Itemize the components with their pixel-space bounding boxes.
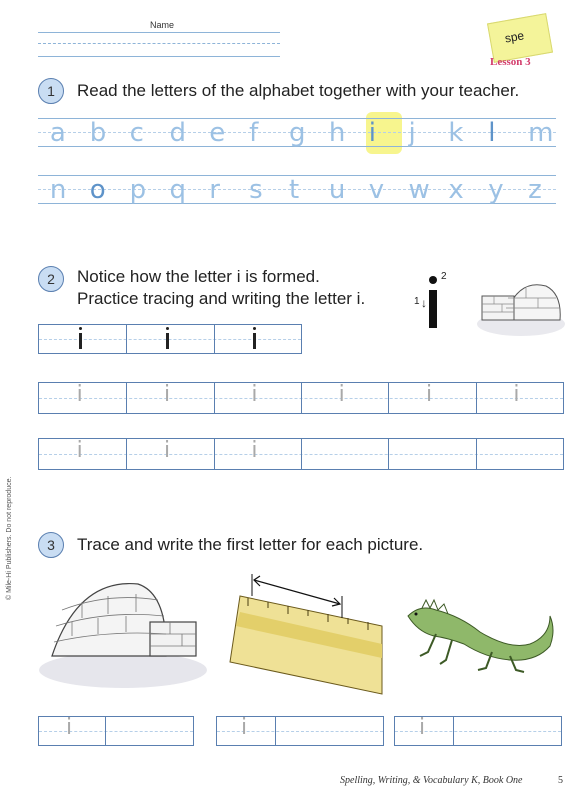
- trace-guide-letter: i: [164, 438, 171, 463]
- alphabet-letter-o: o: [89, 175, 106, 205]
- trace-guide-letter: i: [76, 438, 83, 463]
- section-3-instruction: Trace and write the first letter for each picture.: [77, 535, 424, 554]
- trace-letter-igloo: i: [66, 715, 73, 740]
- stroke-number-1: 1: [414, 296, 420, 307]
- name-line[interactable]: [38, 32, 280, 33]
- trace-box-inch[interactable]: [216, 716, 384, 746]
- alphabet-letter-m: m: [528, 118, 554, 148]
- lesson-label: Lesson 3: [490, 56, 531, 68]
- alphabet-letter-x: x: [448, 175, 464, 205]
- inch-ruler-picture: [222, 566, 388, 696]
- alphabet-letter-i: i: [368, 118, 376, 148]
- alphabet-letter-p: p: [129, 175, 147, 205]
- section-2-instruction-2: Practice tracing and writing the letter i.: [77, 289, 366, 308]
- alphabet-letter-l: l: [488, 118, 496, 148]
- section-1-number: 1: [38, 78, 64, 104]
- alphabet-letter-y: y: [488, 175, 504, 205]
- igloo-picture: [38, 570, 208, 690]
- trace-guide-letter: i: [76, 382, 83, 407]
- footer-title: Spelling, Writing, & Vocabulary K, Book One: [340, 775, 523, 786]
- alphabet-letter-s: s: [249, 175, 263, 205]
- section-2-number: 2: [38, 266, 64, 292]
- tracing-row-2[interactable]: [38, 438, 564, 470]
- spe-tag: spe: [487, 13, 553, 63]
- alphabet-letter-g: g: [289, 118, 306, 148]
- trace-box-igloo[interactable]: [38, 716, 194, 746]
- alphabet-letter-k: k: [448, 118, 464, 148]
- page-number: 5: [558, 775, 563, 786]
- alphabet-letter-w: w: [408, 175, 430, 205]
- copyright-note: © Mile-Hi Publishers. Do not reproduce.: [6, 476, 13, 600]
- alphabet-letter-t: t: [289, 175, 300, 205]
- tracing-row-1[interactable]: [38, 382, 564, 414]
- alphabet-row-1: [38, 116, 556, 156]
- trace-letter-iguana: i: [419, 715, 426, 740]
- igloo-small-picture: [476, 268, 566, 338]
- alphabet-letter-f: f: [249, 118, 259, 148]
- section-2-instruction-1: Notice how the letter i is formed.: [77, 267, 320, 286]
- alphabet-letter-a: a: [49, 118, 66, 148]
- alphabet-row-2: [38, 173, 556, 213]
- name-guide-line: [38, 43, 280, 44]
- trace-letter-inch: i: [241, 715, 248, 740]
- trace-guide-letter: i: [426, 382, 433, 407]
- trace-guide-letter: i: [251, 438, 258, 463]
- trace-guide-letter: i: [338, 382, 345, 407]
- letter-i-stem: [429, 290, 437, 328]
- dot-stroke-icon: [429, 276, 437, 284]
- alphabet-letter-c: c: [129, 118, 144, 148]
- stroke-number-2: 2: [441, 271, 447, 282]
- alphabet-letter-j: j: [408, 118, 416, 148]
- alphabet-letter-d: d: [169, 118, 186, 148]
- down-arrow-icon: ↓: [421, 296, 427, 310]
- name-label: Name: [150, 20, 175, 30]
- iguana-picture: [400, 586, 564, 676]
- alphabet-letter-e: e: [209, 118, 226, 148]
- trace-guide-letter: i: [513, 382, 520, 407]
- name-base-line: [38, 56, 280, 57]
- section-1-instruction: Read the letters of the alphabet together with your teacher.: [77, 81, 520, 100]
- alphabet-letter-q: q: [169, 175, 186, 205]
- trace-guide-letter: i: [251, 382, 258, 407]
- alphabet-letter-z: z: [528, 175, 542, 205]
- alphabet-letter-r: r: [209, 175, 220, 205]
- alphabet-letter-h: h: [328, 118, 346, 148]
- trace-guide-letter: i: [164, 382, 171, 407]
- section-3-number: 3: [38, 532, 64, 558]
- alphabet-letter-u: u: [328, 175, 346, 205]
- tracing-box-row[interactable]: [38, 324, 302, 354]
- alphabet-letter-n: n: [49, 175, 67, 205]
- alphabet-letter-b: b: [89, 118, 107, 148]
- trace-box-iguana[interactable]: [394, 716, 562, 746]
- alphabet-letter-v: v: [368, 175, 385, 205]
